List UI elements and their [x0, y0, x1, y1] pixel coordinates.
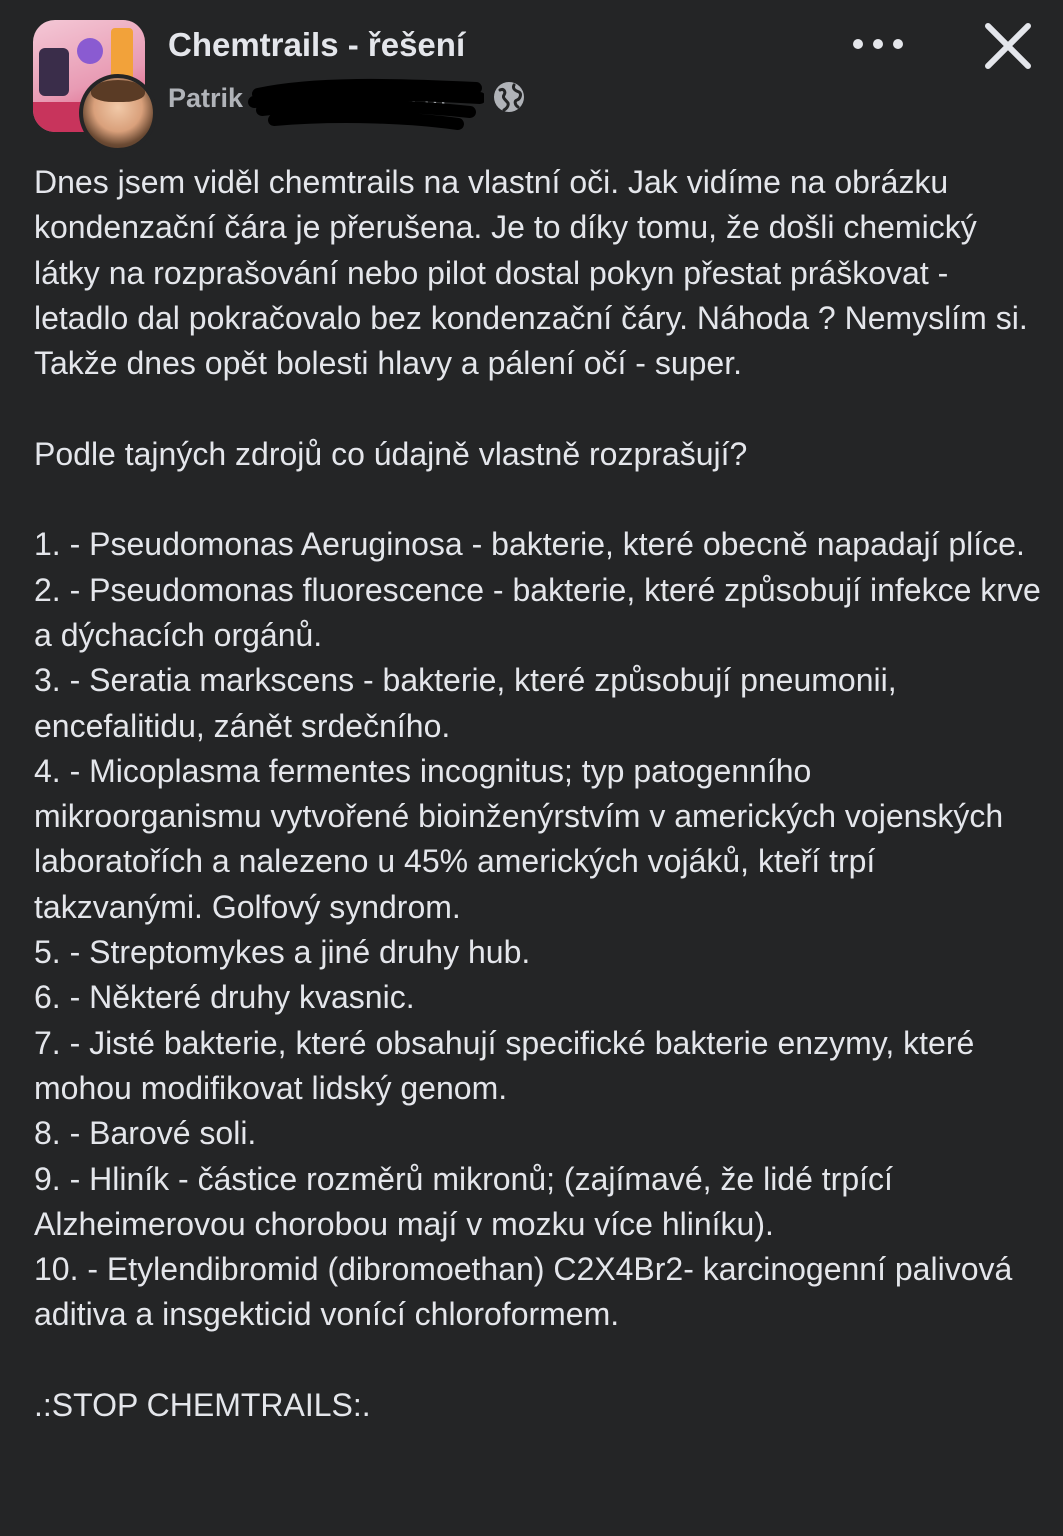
paragraph-gap	[34, 1338, 1044, 1383]
post-intro: Dnes jsem viděl chemtrails na vlastní oči. Jak vidíme na obrázku kondenzační čára je přerušena. Je to díky tomu, že došli chemický látky na rozprašování nebo pilot dostal pokyn přestat práškovat - letadlo dal pokračovalo bez kondenzační čáry. Náhoda ? Nemyslím si. Takže dnes opět bolesti hlavy a pálení očí - super.	[34, 164, 1028, 382]
close-icon[interactable]	[982, 20, 1034, 72]
globe-icon	[492, 80, 526, 114]
list-item: 10. - Etylendibromid (dibromoethan) C2X4Br2- karcinogenní palivová aditiva a insgekticid vonící chloroformem.	[34, 1251, 1013, 1333]
list-item: 1. - Pseudomonas Aeruginosa - bakterie, které obecně napadají plíce.	[34, 526, 1025, 563]
group-name[interactable]: Chemtrails - řešení	[168, 26, 466, 63]
list-item: 6. - Některé druhy kvasnic.	[34, 979, 415, 1016]
list-item: 3. - Seratia markscens - bakterie, které způsobují pneumonii, encefalitidu, zánět srdečního.	[34, 662, 897, 744]
paragraph-gap	[34, 386, 1044, 431]
post-closing: .:STOP CHEMTRAILS:.	[34, 1387, 371, 1424]
group-avatar-shape	[77, 38, 103, 64]
author-name[interactable]: Patrik	[168, 82, 244, 113]
avatar-hair	[91, 80, 145, 102]
redaction-scribble	[244, 72, 484, 132]
post-question: Podle tajných zdrojů co údajně vlastně rozprašují?	[34, 435, 748, 472]
post-body	[34, 160, 1044, 1428]
post-time[interactable]: b m	[401, 82, 447, 113]
list-item: 4. - Micoplasma fermentes incognitus; typ patogenního mikroorganismu vytvořené bioinženýrstvím v amerických vojenských laboratořích a nalezeno u 45% amerických vojáků, kteří trpí takzvanými. Golfový syndrom.	[34, 752, 1004, 925]
post-header	[0, 0, 1063, 150]
list-item: 5. - Streptomykes a jiné druhy hub.	[34, 934, 531, 971]
list-item: 9. - Hliník - částice rozměrů mikronů; (zajímavé, že lidé trpící Alzheimerovou chorobou mají v mozku více hliníku).	[34, 1160, 893, 1242]
group-avatar-shape	[39, 48, 69, 96]
list-item: 2. - Pseudomonas fluorescence - bakterie, které způsobují infekce krve a dýchacích orgánů.	[34, 571, 1041, 653]
list-item: 7. - Jisté bakterie, které obsahují specifické bakterie enzymy, které mohou modifikovat lidský genom.	[34, 1024, 975, 1106]
meta-separator: ·	[454, 82, 464, 113]
list-item: 8. - Barové soli.	[34, 1115, 257, 1152]
user-avatar[interactable]	[79, 74, 157, 152]
more-options-button[interactable]	[846, 26, 910, 62]
paragraph-gap	[34, 477, 1044, 522]
